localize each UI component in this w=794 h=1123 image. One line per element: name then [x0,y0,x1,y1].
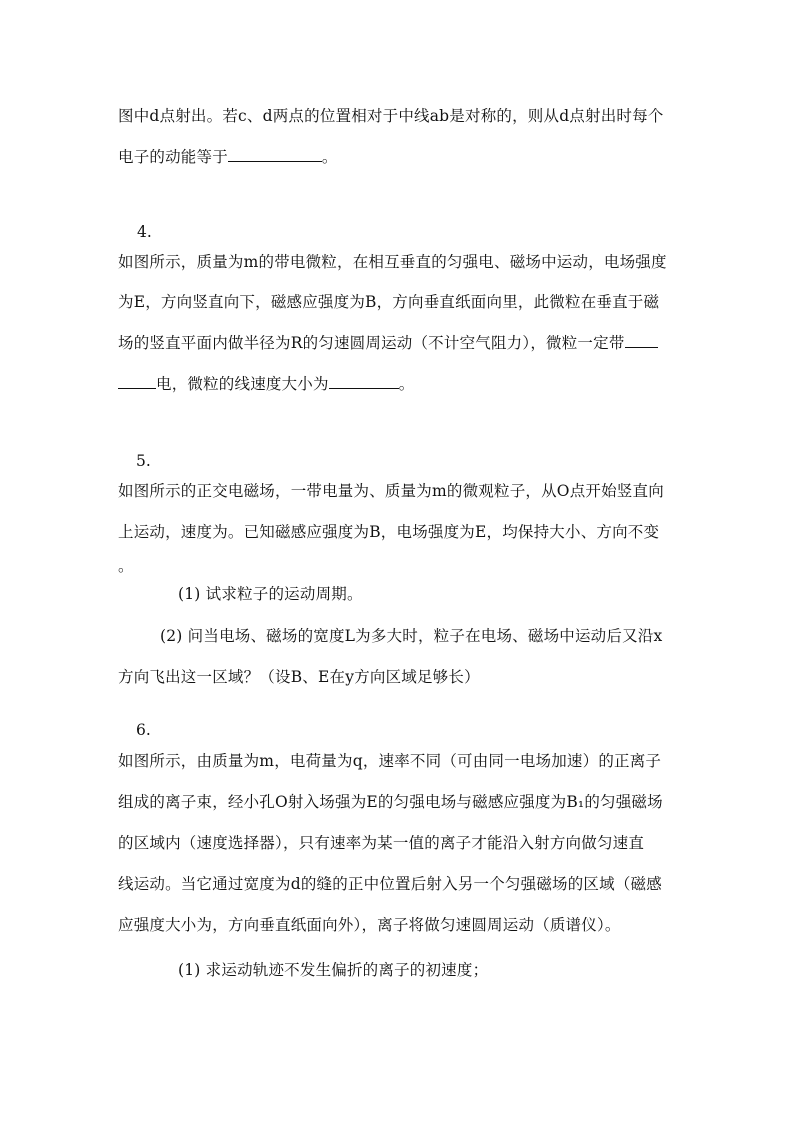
answer-blank[interactable] [625,333,658,348]
q3-line-2-end: 。 [321,148,338,166]
q6-line-5: 应强度大小为，方向垂直纸面向外），离子将做匀速圆周运动（质谱仪）。 [118,916,621,934]
q6-sub-1: (1) 求运动轨迹不发生偏折的离子的初速度； [178,961,489,979]
q5-line-3: 。 [118,557,134,575]
q5-sub-2-cont: 方向飞出这一区域？（设B、E在y方向区域足够长） [118,668,480,686]
q3-line-2-text: 电子的动能等于 [118,148,228,166]
q6-number: 6. [136,721,151,739]
answer-blank[interactable] [228,147,322,162]
q4-line-3 [118,333,658,353]
q4-line-4-text: 电，微粒的线速度大小为 [156,375,329,393]
q4-line-1: 如图所示，质量为m的带电微粒，在相互垂直的匀强电、磁场中运动，电场强度 [118,253,667,271]
q3-line-2 [118,147,338,167]
q5-sub-2: (2) 问当电场、磁场的宽度L为多大时，粒子在电场、磁场中运动后又沿x [160,627,663,645]
q6-line-2: 组成的离子束，经小孔O射入场强为E的匀强电场与磁感应强度为B₁的匀强磁场 [118,793,663,811]
q6-line-4: 线运动。当它通过宽度为d的缝的正中位置后射入另一个匀强磁场的区域（磁感 [118,875,662,893]
q4-line-4-end: 。 [398,375,415,393]
q3-line-1: 图中d点射出。若c、d两点的位置相对于中线ab是对称的，则从d点射出时每个 [118,107,664,125]
answer-blank[interactable] [329,374,399,389]
answer-blank[interactable] [118,374,156,389]
q5-line-2: 上运动，速度为。已知磁感应强度为B，电场强度为E，均保持大小、方向不变 [118,523,660,541]
q4-line-2: 为E，方向竖直向下，磁感应强度为B，方向垂直纸面向里，此微粒在垂直于磁 [118,293,660,311]
q4-line-3-text: 场的竖直平面内做半径为R的匀速圆周运动（不计空气阻力），微粒一定带 [118,334,625,352]
q4-number: 4. [137,223,152,241]
q6-line-1: 如图所示，由质量为m，电荷量为q，速率不同（可由同一电场加速）的正离子 [118,752,662,770]
q5-line-1: 如图所示的正交电磁场，一带电量为、质量为m的微观粒子，从O点开始竖直向 [118,482,664,500]
q6-line-3: 的区域内（速度选择器），只有速率为某一值的离子才能沿入射方向做匀速直 [118,834,645,852]
q5-number: 5. [136,452,151,470]
q4-line-4 [118,374,414,394]
q5-sub-1: (1) 试求粒子的运动周期。 [178,585,363,603]
